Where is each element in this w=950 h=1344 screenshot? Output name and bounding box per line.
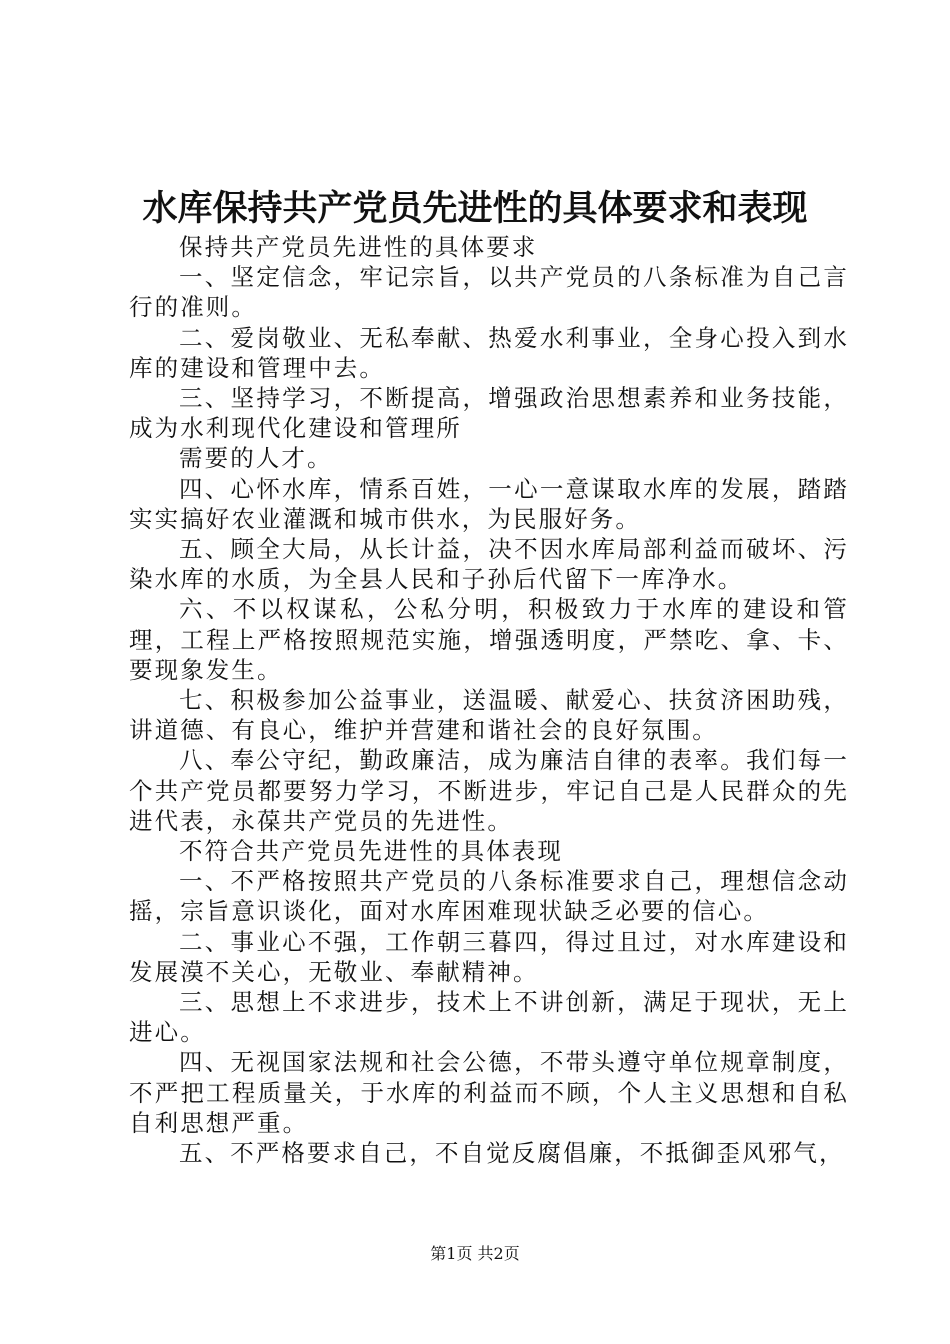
paragraph: 五、顾全大局，从长计益，决不因水库局部利益而破坏、污染水库的水质，为全县人民和子孙后代留下一库净水。 <box>129 535 849 594</box>
paragraph: 需要的人才。 <box>179 444 333 473</box>
paragraph: 八、奉公守纪，勤政廉洁，成为廉洁自律的表率。我们每一个共产党员都要努力学习，不断进步，牢记自己是人民群众的先进代表，永葆共产党员的先进性。 <box>129 746 849 835</box>
document-body <box>129 232 849 1168</box>
page-footer: 第1页 共2页 <box>430 1244 520 1263</box>
paragraph: 四、心怀水库，情系百姓，一心一意谋取水库的发展，踏踏实实搞好农业灌溉和城市供水，为民服好务。 <box>129 474 849 533</box>
paragraph: 二、爱岗敬业、无私奉献、热爱水利事业，全身心投入到水库的建设和管理中去。 <box>129 323 849 382</box>
paragraph: 六、不以权谋私，公私分明，积极致力于水库的建设和管理，工程上严格按照规范实施，增强透明度，严禁吃、拿、卡、要现象发生。 <box>129 595 849 684</box>
paragraph: 四、无视国家法规和社会公德，不带头遵守单位规章制度，不严把工程质量关，于水库的利益而不顾，个人主义思想和自私自利思想严重。 <box>129 1048 849 1137</box>
document-title: 水库保持共产党员先进性的具体要求和表现 <box>142 188 808 229</box>
paragraph: 五、不严格要求自己，不自觉反腐倡廉，不抵御歪风邪气， <box>179 1139 845 1168</box>
paragraph: 三、坚持学习，不断提高，增强政治思想素养和业务技能，成为水利现代化建设和管理所 <box>129 384 849 443</box>
section-heading-requirements: 保持共产党员先进性的具体要求 <box>179 233 538 261</box>
paragraph: 三、思想上不求进步，技术上不讲创新，满足于现状，无上进心。 <box>129 988 849 1047</box>
paragraph: 二、事业心不强，工作朝三暮四，得过且过，对水库建设和发展漠不关心，无敬业、奉献精神。 <box>129 927 849 986</box>
paragraph: 七、积极参加公益事业，送温暖、献爱心、扶贫济困助残，讲道德、有良心，维护并营建和谐社会的良好氛围。 <box>129 686 849 745</box>
paragraph: 一、不严格按照共产党员的八条标准要求自己，理想信念动摇，宗旨意识谈化，面对水库困难现状缺乏必要的信心。 <box>129 867 849 926</box>
paragraph: 一、坚定信念，牢记宗旨，以共产党员的八条标准为自己言行的准则。 <box>129 263 849 322</box>
section-heading-shortcomings: 不符合共产党员先进性的具体表现 <box>179 837 563 866</box>
